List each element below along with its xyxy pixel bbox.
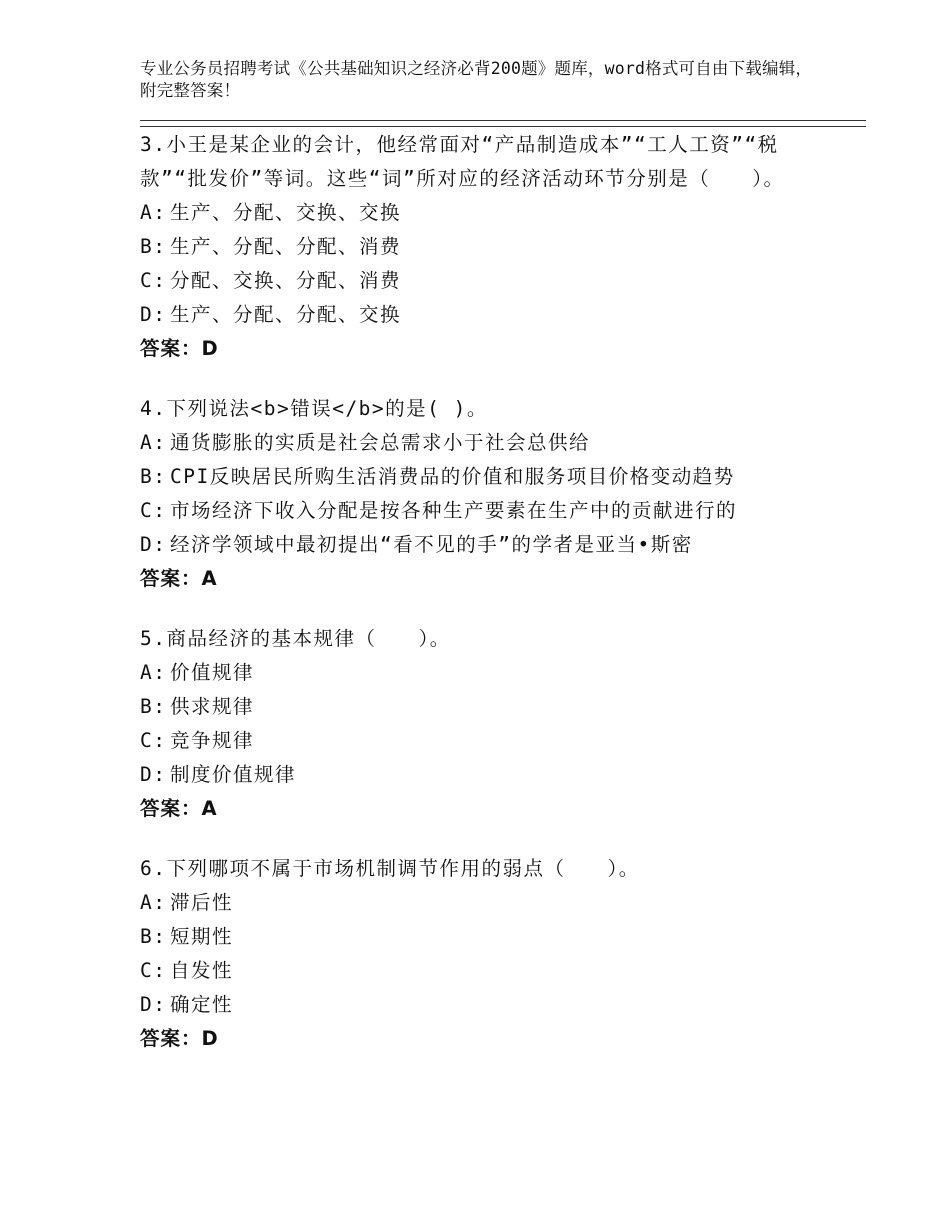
document-header bbox=[140, 58, 820, 102]
question-4 bbox=[140, 392, 840, 596]
question-stem: 4.下列说法<b>错误</b>的是( )。 bbox=[140, 397, 488, 420]
header-text: 专业公务员招聘考试《公共基础知识之经济必背200题》题库，word格式可自由下载编辑，附完整答案！ bbox=[140, 59, 813, 100]
question-stem: 5.商品经济的基本规律（ ）。 bbox=[140, 627, 451, 650]
option-text: 确定性 bbox=[170, 993, 234, 1016]
option-text: 短期性 bbox=[170, 925, 234, 948]
question-5 bbox=[140, 622, 840, 826]
option-text: 生产、分配、分配、交换 bbox=[170, 303, 402, 326]
option-text: 分配、交换、分配、消费 bbox=[170, 269, 402, 292]
option-key: C: bbox=[140, 959, 167, 982]
option-key: D: bbox=[140, 993, 167, 1016]
option-text: 制度价值规律 bbox=[170, 763, 297, 786]
option-d bbox=[140, 298, 840, 332]
question-stem: 6.下列哪项不属于市场机制调节作用的弱点（ ）。 bbox=[140, 857, 640, 880]
option-text: 生产、分配、分配、消费 bbox=[170, 235, 402, 258]
option-d bbox=[140, 988, 840, 1022]
option-key: C: bbox=[140, 499, 167, 522]
option-a bbox=[140, 656, 840, 690]
question-stem: 3.小王是某企业的会计，他经常面对“产品制造成本”“工人工资”“税款”“批发价”等词。这些“词”所对应的经济活动环节分别是（ ）。 bbox=[140, 133, 785, 190]
option-c bbox=[140, 724, 840, 758]
option-d bbox=[140, 758, 840, 792]
option-text: 生产、分配、交换、交换 bbox=[170, 201, 402, 224]
option-key: A: bbox=[140, 431, 167, 454]
option-key: C: bbox=[140, 269, 167, 292]
option-b bbox=[140, 690, 840, 724]
option-text: 自发性 bbox=[170, 959, 234, 982]
option-b bbox=[140, 230, 840, 264]
option-text: CPI反映居民所购生活消费品的价值和服务项目价格变动趋势 bbox=[170, 465, 735, 488]
option-text: 经济学领域中最初提出“看不见的手”的学者是亚当•斯密 bbox=[170, 533, 693, 556]
option-c bbox=[140, 954, 840, 988]
answer-line: 答案：A bbox=[140, 797, 218, 820]
option-text: 价值规律 bbox=[170, 661, 255, 684]
header-divider bbox=[140, 120, 866, 127]
option-key: D: bbox=[140, 763, 167, 786]
option-a bbox=[140, 426, 840, 460]
question-6 bbox=[140, 852, 840, 1056]
answer-line: 答案：D bbox=[140, 337, 219, 360]
option-key: C: bbox=[140, 729, 167, 752]
option-key: B: bbox=[140, 465, 167, 488]
option-text: 竞争规律 bbox=[170, 729, 255, 752]
option-a bbox=[140, 886, 840, 920]
option-key: B: bbox=[140, 695, 167, 718]
option-key: A: bbox=[140, 891, 167, 914]
option-text: 市场经济下收入分配是按各种生产要素在生产中的贡献进行的 bbox=[170, 499, 738, 522]
option-key: B: bbox=[140, 235, 167, 258]
option-c bbox=[140, 494, 840, 528]
option-b bbox=[140, 920, 840, 954]
option-text: 供求规律 bbox=[170, 695, 255, 718]
option-c bbox=[140, 264, 840, 298]
option-key: A: bbox=[140, 661, 167, 684]
option-d bbox=[140, 528, 840, 562]
option-key: A: bbox=[140, 201, 167, 224]
question-3 bbox=[140, 128, 840, 366]
option-b bbox=[140, 460, 840, 494]
option-key: B: bbox=[140, 925, 167, 948]
option-key: D: bbox=[140, 303, 167, 326]
option-a bbox=[140, 196, 840, 230]
answer-line: 答案：D bbox=[140, 1027, 219, 1050]
option-text: 通货膨胀的实质是社会总需求小于社会总供给 bbox=[170, 431, 591, 454]
option-text: 滞后性 bbox=[170, 891, 234, 914]
option-key: D: bbox=[140, 533, 167, 556]
answer-line: 答案：A bbox=[140, 567, 218, 590]
question-list bbox=[140, 128, 840, 1082]
